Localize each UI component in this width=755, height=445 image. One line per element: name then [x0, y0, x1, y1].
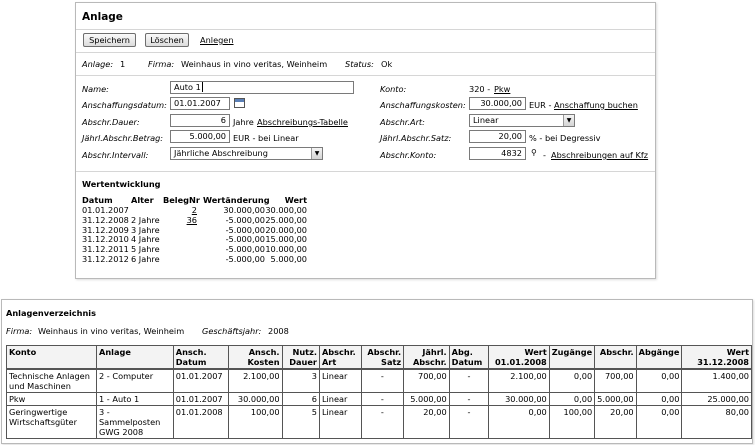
firma-value: Weinhaus in vino veritas, Weinheim — [38, 326, 185, 336]
column-header: Abschr. — [595, 346, 636, 370]
column-header: Abschr. Satz — [361, 346, 404, 370]
betrag-label: Jährl.Abschr.Betrag: — [82, 133, 164, 143]
divider — [76, 29, 655, 30]
table-row — [7, 369, 752, 393]
column-header: Konto — [7, 346, 97, 370]
wt-wert: 5.000,00 — [270, 254, 307, 264]
calendar-icon[interactable] — [234, 98, 245, 108]
wt-wertaenderung: -5.000,00 — [225, 244, 265, 255]
konto-label: Konto: — [380, 84, 407, 94]
wt-datum: 31.12.2009 — [82, 224, 129, 235]
wt-datum: 31.12.2010 — [82, 234, 129, 245]
table-cell: Linear — [319, 369, 361, 393]
table-cell: 0,00 — [636, 393, 682, 406]
table-row — [7, 406, 752, 439]
wt-wertaenderung: -5.000,00 — [225, 254, 265, 264]
col-belegnr: BelegNr — [163, 195, 200, 205]
table-cell: 20,00 — [595, 406, 636, 439]
table-cell: - — [449, 369, 489, 393]
abschreibungen-link[interactable]: Abschreibungen auf Kfz — [551, 150, 649, 160]
divider — [76, 52, 655, 53]
table-cell: Geringwertige Wirtschaftsgüter — [7, 406, 97, 439]
column-header: Nutz. Dauer — [282, 346, 319, 370]
table-cell: 0,00 — [549, 369, 594, 393]
column-header: Zugänge — [549, 346, 594, 370]
wt-wertaenderung: 30.000,00 — [223, 205, 265, 215]
delete-button[interactable]: Löschen — [145, 33, 189, 47]
konto-pkw-link[interactable]: Pkw — [494, 84, 511, 94]
save-button[interactable]: Speichern — [83, 33, 136, 47]
table-cell: 0,00 — [636, 406, 682, 439]
col-wert: Wert — [284, 195, 307, 205]
wt-datum: 31.12.2011 — [82, 244, 129, 255]
anschaffungsdatum-input[interactable]: 01.01.2007 — [170, 97, 230, 110]
table-cell: 100,00 — [549, 406, 594, 439]
dauer-label: Abschr.Dauer: — [82, 117, 140, 127]
satz-label: Jährl.Abschr.Satz: — [380, 133, 452, 143]
table-cell: 30.000,00 — [229, 393, 282, 406]
table-cell: 2.100,00 — [229, 369, 282, 393]
column-header: Abschr. Art — [319, 346, 361, 370]
table-cell: 100,00 — [229, 406, 282, 439]
kosten-input[interactable]: 30.000,00 — [469, 97, 526, 110]
table-cell: - — [449, 393, 489, 406]
wt-alter: 4 Jahre — [131, 234, 160, 245]
table-cell: 0,00 — [489, 406, 550, 439]
wertentwicklung-title: Wertentwicklung — [82, 179, 161, 189]
table-cell: 80,00 — [682, 406, 752, 439]
abschreibungs-tabelle-link[interactable]: Abschreibungs-Tabelle — [257, 117, 348, 127]
binoculars-icon[interactable]: ⚲ — [531, 148, 537, 157]
anlagen-table — [6, 345, 752, 439]
satz-input[interactable]: 20,00 — [469, 130, 526, 143]
table-cell: - — [361, 369, 404, 393]
table-cell: 3 — [282, 369, 319, 393]
table-cell: 5 — [282, 406, 319, 439]
table-row — [7, 393, 752, 406]
anschaffungsdatum-label: Anschaffungsdatum: — [82, 100, 167, 110]
column-header: Ansch. Datum — [173, 346, 229, 370]
table-cell: 1 - Auto 1 — [96, 393, 173, 406]
table-cell: - — [449, 406, 489, 439]
wt-wertaenderung: -5.000,00 — [225, 224, 265, 235]
table-cell: Linear — [319, 406, 361, 439]
column-header: Jährl. Abschr. — [404, 346, 450, 370]
table-cell: 01.01.2007 — [173, 369, 229, 393]
wt-alter: 2 Jahre — [131, 214, 160, 225]
wt-wert: 25.000,00 — [265, 214, 307, 225]
table-cell: 6 — [282, 393, 319, 406]
table-cell: 01.01.2008 — [173, 406, 229, 439]
kosten-label: Anschaffungskosten: — [380, 100, 466, 110]
intervall-label: Abschr.Intervall: — [82, 150, 149, 160]
firma-label: Firma: — [6, 326, 33, 336]
verzeichnis-title: Anlagenverzeichnis — [6, 308, 96, 318]
betrag-input[interactable]: 5.000,00 — [170, 130, 230, 143]
table-cell: 0,00 — [549, 393, 594, 406]
kosten-suffix: EUR - — [529, 100, 552, 110]
satz-suffix: % - bei Degressiv — [529, 133, 601, 143]
wt-wert: 10.000,00 — [265, 244, 307, 255]
column-header: Abgänge — [636, 346, 682, 370]
betrag-suffix: EUR - bei Linear — [233, 133, 299, 143]
table-cell: Pkw — [7, 393, 97, 406]
table-cell: 3 - Sammelposten GWG 2008 — [96, 406, 173, 439]
divider — [76, 75, 655, 76]
wt-wertaenderung: -5.000,00 — [225, 234, 265, 245]
table-cell: 700,00 — [404, 369, 450, 393]
chevron-down-icon[interactable]: ▼ — [311, 148, 322, 159]
wt-wert: 20.000,00 — [265, 224, 307, 235]
wt-wert: 15.000,00 — [265, 234, 307, 245]
table-cell: 700,00 — [595, 369, 636, 393]
abkonto-label: Abschr.Konto: — [380, 150, 437, 160]
wt-belegnr[interactable]: 2 — [191, 205, 197, 215]
anlage-label: Anlage: — [82, 59, 114, 69]
firma-label: Firma: — [148, 59, 175, 69]
status-label: Status: — [345, 59, 374, 69]
wt-wert: 30.000,00 — [265, 205, 307, 215]
table-cell: Linear — [319, 393, 361, 406]
column-header: Anlage — [96, 346, 173, 370]
anlage-value: 1 — [120, 59, 126, 69]
table-cell: 30.000,00 — [489, 393, 550, 406]
status-value: Ok — [381, 59, 393, 69]
table-cell: 01.01.2007 — [173, 393, 229, 406]
konto-value: 320 - — [469, 84, 491, 94]
wt-datum: 31.12.2008 — [82, 214, 129, 225]
wt-alter: 5 Jahre — [131, 244, 160, 255]
wt-alter: 6 Jahre — [131, 254, 160, 264]
col-datum: Datum — [82, 195, 113, 205]
table-cell: 25.000,00 — [682, 393, 752, 406]
anlegen-link[interactable]: Anlegen — [200, 35, 234, 45]
abkonto-input[interactable]: 4832 — [469, 147, 526, 160]
column-header: Abg. Datum — [449, 346, 489, 370]
firma-value: Weinhaus in vino veritas, Weinheim — [181, 59, 328, 69]
wt-alter: 3 Jahre — [131, 224, 160, 235]
dauer-input[interactable]: 6 — [170, 114, 230, 127]
col-wertaenderung: Wertänderung — [203, 195, 270, 205]
table-cell: 1.400,00 — [682, 369, 752, 393]
table-cell: Technische Anlagen und Maschinen — [7, 369, 97, 393]
wt-datum: 01.01.2007 — [82, 205, 129, 215]
table-header-row — [7, 346, 752, 370]
name-label: Name: — [82, 84, 109, 94]
table-cell: 2 - Computer — [96, 369, 173, 393]
abkonto-dash: - — [543, 150, 546, 160]
art-select[interactable]: Linear ▼ — [469, 114, 575, 127]
column-header: Wert 01.01.2008 — [489, 346, 550, 370]
panel-title: Anlage — [82, 11, 123, 23]
wt-datum: 31.12.2012 — [82, 254, 129, 264]
col-alter: Alter — [131, 195, 154, 205]
anlage-panel — [75, 2, 656, 279]
geschaeftsjahr-value: 2008 — [268, 326, 289, 336]
wt-belegnr[interactable]: 36 — [186, 214, 197, 225]
table-cell: 0,00 — [636, 369, 682, 393]
column-header: Ansch. Kosten — [229, 346, 282, 370]
table-cell: - — [361, 406, 404, 439]
name-input[interactable]: Auto 1 — [170, 81, 354, 94]
anlagenverzeichnis-panel — [1, 299, 753, 444]
anschaffung-buchen-link[interactable]: Anschaffung buchen — [554, 100, 638, 110]
chevron-down-icon[interactable]: ▼ — [563, 115, 574, 126]
wt-wertaenderung: -5.000,00 — [225, 214, 265, 225]
table-cell: 5.000,00 — [595, 393, 636, 406]
divider — [76, 171, 655, 172]
table-cell: 20,00 — [404, 406, 450, 439]
table-cell: 2.100,00 — [489, 369, 550, 393]
geschaeftsjahr-label: Geschäftsjahr: — [202, 326, 262, 336]
dauer-unit: Jahre — [233, 117, 254, 127]
art-label: Abschr.Art: — [380, 117, 425, 127]
column-header: Wert 31.12.2008 — [682, 346, 752, 370]
intervall-select[interactable]: Jährliche Abschreibung ▼ — [170, 147, 323, 160]
table-cell: 5.000,00 — [404, 393, 450, 406]
table-cell: - — [361, 393, 404, 406]
